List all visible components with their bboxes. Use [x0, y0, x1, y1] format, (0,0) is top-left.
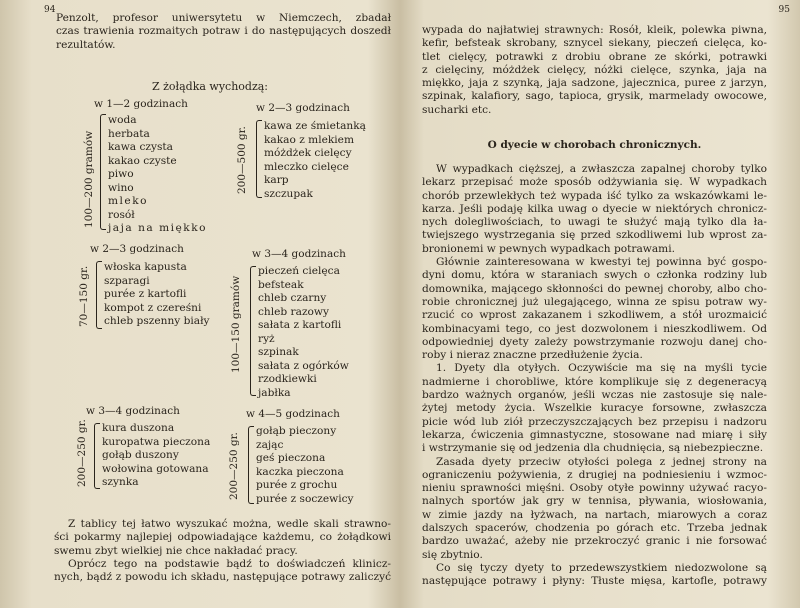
digestion-group [78, 98, 238, 233]
list-item: purée z grochu [256, 479, 338, 491]
list-item: piwo [108, 168, 134, 180]
list-item: szczupak [264, 187, 313, 200]
list-item: kakao czyste [108, 154, 177, 167]
list-item: purée z soczewicy [256, 492, 354, 505]
text-line: picie wód lub ziół przeczyszczających bez przepisu i nadzoru [422, 415, 767, 428]
text-line: roby i nieraz znaczne przedłużenie życia. [422, 349, 643, 362]
text-line: czas trawienia rozmaitych potraw i do następujących doszedł [56, 25, 391, 38]
text-line: się zbytnio. [422, 548, 483, 561]
list-item: szpinak [258, 346, 299, 358]
brace [250, 266, 256, 396]
group-amount: 200—250 gr. [228, 432, 240, 500]
list-item: mleko [108, 195, 149, 207]
text-line: bardzo ważnych organów, jeśli wczas nie zastosuje się nale- [422, 389, 767, 402]
text-line: Z tablicy tej łatwo wyszukać można, wedle skali strawno- [68, 518, 391, 530]
text-line: Głównie zainteresowana w kwestyi tej powinna być gospo- [436, 256, 767, 269]
text-line: W wypadkach cięższej, a zwłaszcza zapalnej choroby tylko [436, 163, 767, 175]
list-item: jabłka [258, 386, 291, 399]
text-line: robie chronicznej już ulegającego, winna ze spisu potraw wy- [422, 295, 767, 308]
list-item: szparagi [104, 274, 150, 287]
text-line: nieniu sprawności mięśni. Osoby otyłe powinny używać racyo- [422, 482, 767, 495]
text-line: następujące potrawy i płyny: Tłuste mięsa, kartofle, potrawy [422, 575, 767, 588]
list-item: mleczko cielęce [264, 160, 349, 173]
food-list [258, 265, 349, 400]
body-text [422, 163, 767, 589]
list-item: chleb razowy [258, 305, 329, 318]
group-amount: 70—150 gr. [78, 265, 90, 327]
intro-paragraph [56, 12, 391, 52]
list-item: kakao z mlekiem [264, 133, 354, 146]
list-item: purée z kartofli [104, 288, 187, 300]
list-item: wino [108, 181, 134, 194]
digestion-group [228, 102, 393, 202]
text-line: lekarza, ćwiczenia gimnastyczne, stosowane nad miarę i siły [422, 428, 767, 441]
brace [94, 423, 100, 489]
food-list [104, 261, 210, 329]
group-time: w 2—3 godzinach [90, 243, 184, 255]
brace [100, 114, 106, 230]
text-line: nadmierne i chorobliwe, które komplikuje się z degeneracyą [422, 375, 767, 388]
text-line: żytej metody życia. Wszelkie kuracye forsowne, zwłaszcza [422, 402, 767, 415]
table-subheading: Z żołądka wychodzą: [151, 80, 269, 93]
brace [248, 426, 254, 504]
top-paragraph [422, 24, 767, 117]
brace [96, 261, 102, 329]
text-line: ograniczeniu pożywienia, z drugiej na podniesieniu i wzmoc- [422, 468, 767, 481]
food-list [102, 422, 210, 490]
food-list [108, 114, 207, 236]
text-line: w zimie jazdy na łyżwach, na nartach, miarowych a coraz [422, 508, 767, 521]
text-line: karza. Jeśli podaję kilka uwag o dyecie w niektórych chronicz- [422, 202, 767, 215]
text-line: Oprócz tego na podstawie bądź to doświadczeń klinicz- [68, 557, 391, 570]
list-item: szynka [102, 476, 139, 488]
group-time: w 3—4 godzinach [86, 405, 180, 417]
text-line: z cielęciny, móżdżek cielęcy, nóżki cielęce, szynka, jaja na [422, 63, 767, 76]
group-time: w 1—2 godzinach [94, 98, 188, 110]
list-item: geś pieczona [256, 452, 326, 464]
text-line: dyni domu, która w staraniach swych o członka rodziny lub [422, 269, 767, 282]
text-line: 1. Dyety dla otyłych. Oczywiście ma się na myśli tycie [436, 362, 767, 375]
list-item: herbata [108, 127, 150, 140]
text-line: sucharki etc. [422, 103, 492, 116]
list-item: ryż [258, 332, 275, 345]
outro-paragraph [54, 518, 391, 584]
digestion-group [226, 248, 396, 398]
text-line: twiejszego wystrzegania się przed szkodliwemi lub wprost za- [422, 229, 767, 242]
list-item: woda [108, 114, 137, 126]
text-line: odpowiedniej dyety zależy powstrzymanie rozwoju danej cho- [422, 335, 767, 348]
list-item: kura duszona [102, 422, 175, 434]
text-line: i wstrzymanie się od jedzenia dla chudnięcia, są niebezpieczne. [422, 442, 764, 455]
text-line: ści pokarmy najlepiej odpowiadające każdemu, co żołądkowi [54, 531, 391, 544]
list-item: befsteak [258, 278, 304, 291]
list-item: rzodkiewki [258, 373, 317, 385]
digestion-group [226, 408, 396, 508]
list-item: chleb czarny [258, 292, 327, 304]
right-page [400, 0, 800, 608]
list-item: sałata z kartofli [258, 319, 342, 331]
list-item: kompot z czereśni [104, 301, 202, 314]
text-line: szpinak, kalafiory, sago, tapioca, grysik, marmelady owocowe, [422, 90, 767, 103]
list-item: kawa ze śmietanką [264, 120, 366, 132]
list-item: włoska kapusta [104, 261, 187, 273]
list-item: rosół [108, 208, 135, 221]
text-line: rzucić co wprost zakazanem i szkodliwem, a stół urozmaicić [422, 309, 767, 322]
list-item: pieczeń cielęca [258, 265, 340, 277]
text-line: Zasada dyety przeciw otyłości polega z jednej strony na [436, 455, 767, 468]
list-item: sałata z ogórków [258, 359, 349, 372]
list-item: jaja na miękko [108, 222, 207, 234]
section-heading: O dyecie w chorobach chronicznych. [487, 139, 702, 151]
list-item: kaczka pieczona [256, 465, 344, 478]
list-item: wołowina gotowana [102, 462, 209, 475]
list-item: móżdżek cielęcy [264, 147, 352, 159]
text-line: wypada do najłatwiej strawnych: Rosół, kleik, polewka piwna, [422, 24, 767, 36]
food-list [256, 425, 354, 506]
text-line: chorób przewlekłych też wypada iść tylko za wskazówkami le- [422, 189, 767, 202]
group-amount: 100—200 gramów [83, 130, 95, 228]
group-time: w 3—4 godzinach [252, 248, 346, 260]
text-line: nalnych sportów jak gry w tennisa, pływania, wiosłowania, [422, 495, 767, 508]
text-line: domownika, mającego skłonności do pewnej choroby, albo cho- [422, 282, 767, 295]
digestion-group [76, 405, 236, 495]
text-line: nych dolegliwościach, to uwagi te służyć mają tylko dla ła- [422, 216, 767, 229]
list-item: kawa czysta [108, 141, 173, 153]
digestion-group [76, 243, 236, 333]
group-amount: 200—500 gr. [236, 126, 248, 194]
list-item: gołąb pieczony [256, 425, 337, 437]
text-line: Penzolt, profesor uniwersytetu w Niemczech, zbadał [56, 12, 391, 24]
group-amount: 100—150 gramów [230, 275, 242, 373]
text-line: tlet cielęcy, potrawki z drobiu obrane ze skórki, potrawki [422, 50, 767, 63]
group-time: w 4—5 godzinach [246, 408, 340, 420]
list-item: karp [264, 174, 289, 186]
text-line: lekarz przepisać może sposób odżywiania się. W wypadkach [422, 176, 767, 189]
page-number: 94 [44, 5, 56, 15]
text-line: bardzo uważać, ażeby nie przekroczyć granic i nie forsować [422, 535, 767, 548]
group-time: w 2—3 godzinach [256, 102, 350, 114]
text-line: Co się tyczy dyety to przedewszystkiem niedozwolone są [436, 561, 767, 574]
food-list [264, 120, 366, 201]
group-amount: 200—250 gr. [76, 419, 88, 487]
text-line: kombinacyami tego, co jest dozwolonem i nieszkodliwem. Od [422, 322, 767, 335]
page-number: 95 [778, 5, 790, 15]
text-line: miękko, jaja z szynką, jaja sadzone, jajecznica, puree z jarzyn, [422, 77, 767, 90]
list-item: zając [256, 438, 284, 451]
text-line: dalszych spacerów, chodzenia po górach etc. Trzeba jednak [422, 522, 767, 535]
text-line: nych, bądź z powodu ich składu, następujące potrawy zaliczyć [54, 571, 391, 584]
list-item: kuropatwa pieczona [102, 435, 211, 448]
text-line: kefir, befsteak skrobany, sznycel siekany, pieczeń cielęca, ko- [422, 37, 767, 50]
list-item: chleb pszenny biały [104, 315, 210, 327]
text-line: rezultatów. [56, 38, 116, 51]
list-item: gołąb duszony [102, 449, 179, 461]
brace [256, 120, 262, 198]
text-line: swemu zbyt wielkiej nie chce nakładać pracy. [54, 544, 298, 557]
text-line: bronionemi w pewnych wypadkach potrawami. [422, 242, 675, 255]
